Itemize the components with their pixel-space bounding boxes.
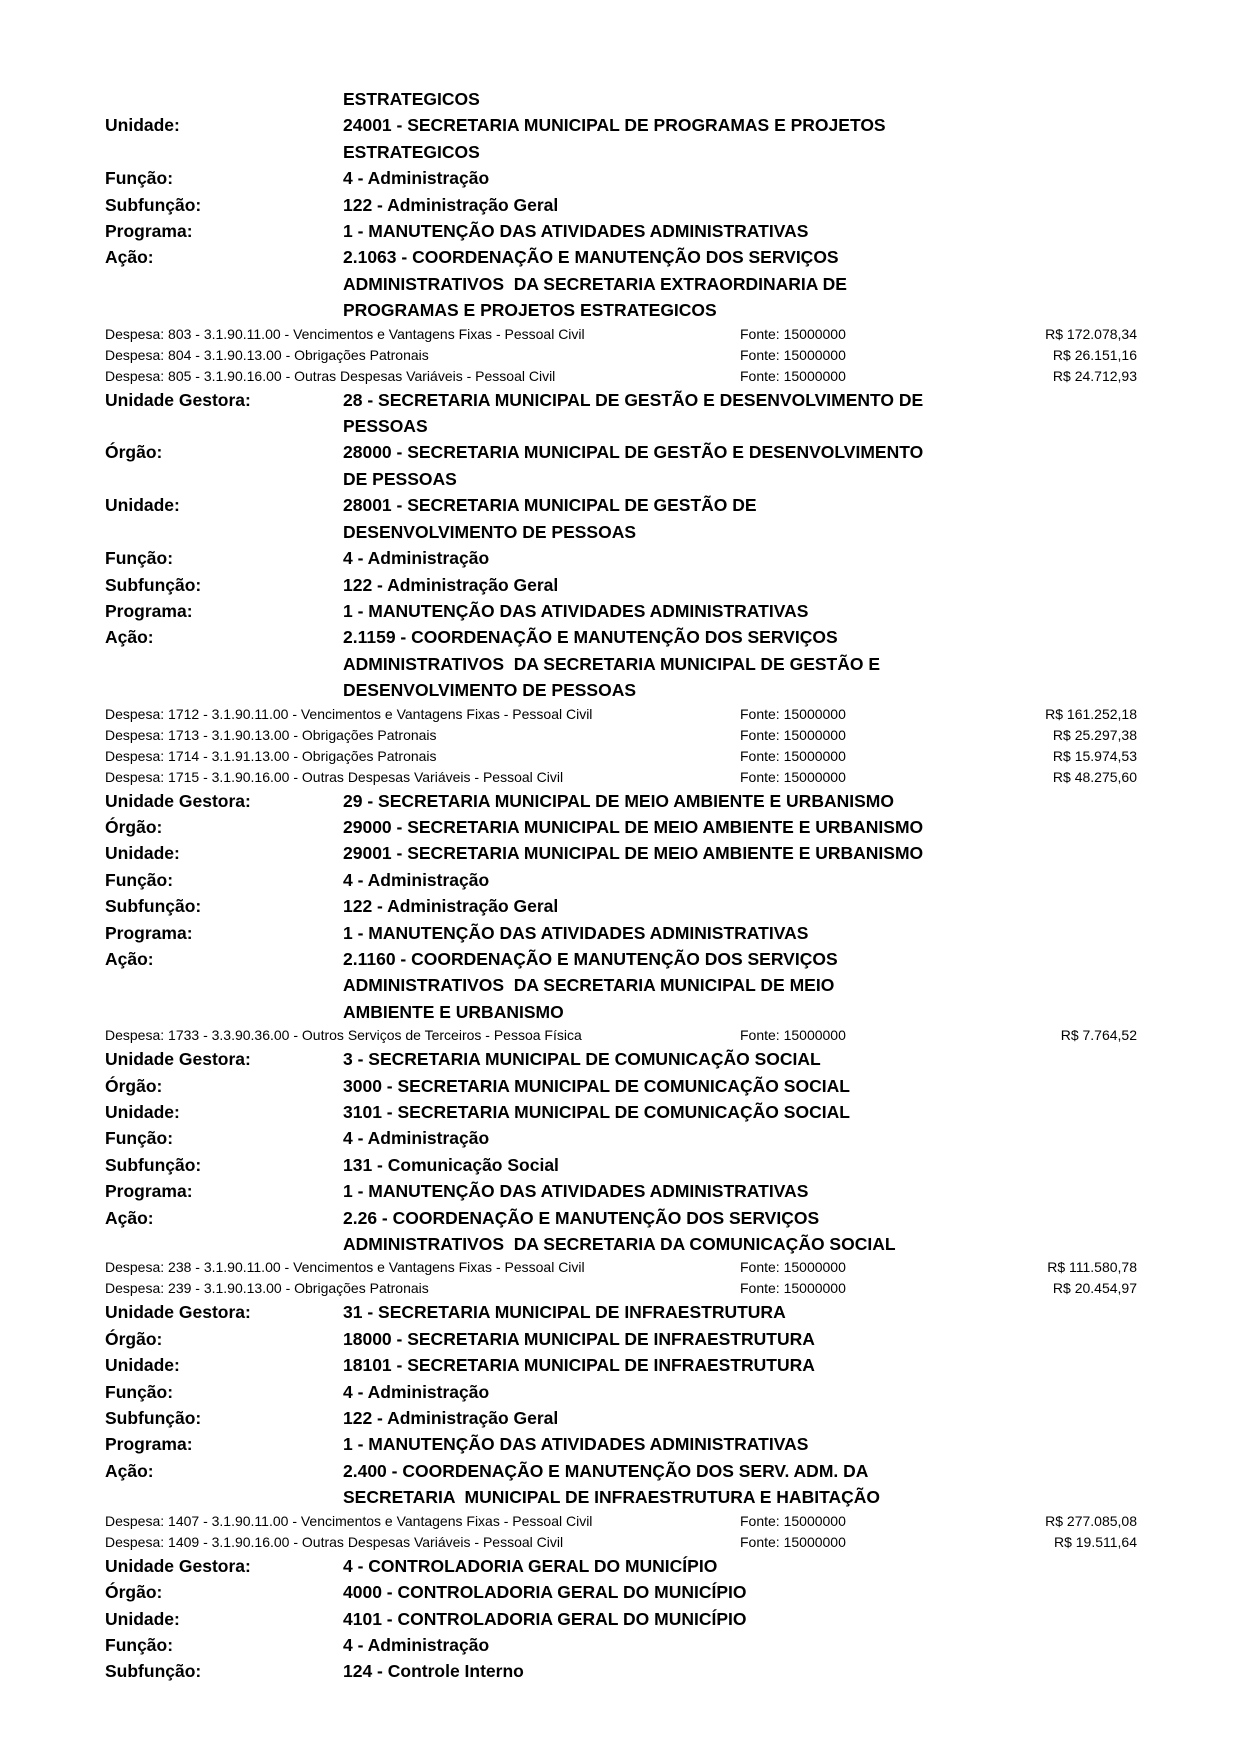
despesa-row — [105, 366, 1137, 387]
field-value-line: 4 - Administração — [343, 869, 490, 890]
field-row — [105, 1405, 1137, 1431]
field-label: Programa: — [105, 1181, 193, 1202]
despesa-description: Despesa: 803 - 3.1.90.11.00 - Vencimentos e Vantagens Fixas - Pessoal Civil — [105, 325, 585, 342]
field-label: Unidade: — [105, 1608, 180, 1629]
despesa-fonte: Fonte: 15000000 — [740, 1259, 846, 1276]
field-value-line: 1 - MANUTENÇÃO DAS ATIVIDADES ADMINISTRATIVAS — [343, 1181, 809, 1202]
field-value — [343, 1099, 1137, 1125]
despesa-fonte: Fonte: 15000000 — [740, 1027, 846, 1044]
despesa-fonte: Fonte: 15000000 — [740, 726, 846, 743]
field-label: Subfunção: — [105, 896, 202, 917]
field-value-line: ADMINISTRATIVOS DA SECRETARIA DA COMUNICAÇÃO SOCIAL — [343, 1234, 896, 1255]
field-value-line: DE PESSOAS — [343, 468, 457, 489]
field-row — [105, 545, 1137, 571]
field-label: Ação: — [105, 1460, 154, 1481]
field-value — [343, 112, 1137, 165]
field-row — [105, 1579, 1137, 1605]
field-value-line: 29 - SECRETARIA MUNICIPAL DE MEIO AMBIENTE E URBANISMO — [343, 790, 894, 811]
field-value-line: 4 - Administração — [343, 168, 490, 189]
field-value-line: AMBIENTE E URBANISMO — [343, 1001, 564, 1022]
field-value-line: 4101 - CONTROLADORIA GERAL DO MUNICÍPIO — [343, 1608, 747, 1629]
field-value-line: 24001 - SECRETARIA MUNICIPAL DE PROGRAMAS E PROJETOS — [343, 115, 886, 136]
field-row — [105, 1606, 1137, 1632]
field-value — [343, 165, 1137, 191]
field-value — [343, 1073, 1137, 1099]
field-label: Unidade: — [105, 495, 180, 516]
field-value — [343, 1352, 1137, 1378]
field-label: Função: — [105, 869, 174, 890]
field-value — [343, 1326, 1137, 1352]
field-row — [105, 1152, 1137, 1178]
field-row — [105, 624, 1137, 703]
despesa-fonte: Fonte: 15000000 — [740, 705, 846, 722]
field-label: Unidade Gestora: — [105, 1555, 251, 1576]
field-value-line: 122 - Administração Geral — [343, 896, 559, 917]
despesa-valor: R$ 48.275,60 — [1052, 768, 1137, 785]
field-label: Ação: — [105, 627, 154, 648]
field-row — [105, 1379, 1137, 1405]
despesa-fonte: Fonte: 15000000 — [740, 346, 846, 363]
field-value — [343, 1178, 1137, 1204]
field-row — [105, 1658, 1137, 1684]
field-label: Órgão: — [105, 442, 163, 463]
field-label: Unidade Gestora: — [105, 389, 251, 410]
field-label: Órgão: — [105, 1328, 163, 1349]
despesa-valor: R$ 25.297,38 — [1052, 726, 1137, 743]
despesa-fonte: Fonte: 15000000 — [740, 1512, 846, 1529]
despesa-valor: R$ 111.580,78 — [1047, 1259, 1137, 1276]
field-value-line: ESTRATEGICOS — [343, 89, 480, 109]
field-value-line: 2.26 - COORDENAÇÃO E MANUTENÇÃO DOS SERVIÇOS — [343, 1207, 820, 1228]
field-label: Ação: — [105, 948, 154, 969]
despesa-row — [105, 1278, 1137, 1299]
field-value-line: 4 - Administração — [343, 1634, 490, 1655]
field-label: Função: — [105, 548, 174, 569]
despesa-fonte: Fonte: 15000000 — [740, 1280, 846, 1297]
despesa-valor: R$ 7.764,52 — [1060, 1027, 1137, 1044]
field-value — [343, 545, 1137, 571]
despesa-row — [105, 725, 1137, 746]
field-value — [343, 1125, 1137, 1151]
field-value — [343, 1205, 1137, 1258]
field-value-line: SECRETARIA MUNICIPAL DE INFRAESTRUTURA E HABITAÇÃO — [343, 1487, 880, 1508]
field-value — [343, 218, 1137, 244]
field-label: Unidade: — [105, 843, 180, 864]
field-value-line: 2.1063 - COORDENAÇÃO E MANUTENÇÃO DOS SERVIÇOS — [343, 247, 839, 268]
field-value — [343, 572, 1137, 598]
field-label: Órgão: — [105, 816, 163, 837]
field-value-line: 122 - Administração Geral — [343, 194, 559, 215]
field-value-line: 2.400 - COORDENAÇÃO E MANUTENÇÃO DOS SERV. ADM. DA — [343, 1460, 869, 1481]
field-value — [343, 439, 1137, 492]
field-value — [343, 1405, 1137, 1431]
field-label: Subfunção: — [105, 194, 202, 215]
field-value — [343, 598, 1137, 624]
field-value-line: 1 - MANUTENÇÃO DAS ATIVIDADES ADMINISTRATIVAS — [343, 221, 809, 242]
field-value — [343, 1632, 1137, 1658]
despesa-description: Despesa: 805 - 3.1.90.16.00 - Outras Despesas Variáveis - Pessoal Civil — [105, 367, 556, 384]
despesa-valor: R$ 172.078,34 — [1045, 325, 1137, 342]
despesa-description: Despesa: 239 - 3.1.90.13.00 - Obrigações Patronais — [105, 1280, 429, 1297]
despesa-fonte: Fonte: 15000000 — [740, 747, 846, 764]
field-value — [343, 387, 1137, 440]
field-value-line: 1 - MANUTENÇÃO DAS ATIVIDADES ADMINISTRATIVAS — [343, 1434, 809, 1455]
despesa-valor: R$ 15.974,53 — [1052, 747, 1137, 764]
field-value-line: 122 - Administração Geral — [343, 574, 559, 595]
field-label: Função: — [105, 1634, 174, 1655]
field-value — [343, 1431, 1137, 1457]
field-label: Unidade Gestora: — [105, 1049, 251, 1070]
despesa-description: Despesa: 1733 - 3.3.90.36.00 - Outros Serviços de Terceiros - Pessoa Física — [105, 1027, 582, 1044]
field-value-line: 28001 - SECRETARIA MUNICIPAL DE GESTÃO DE — [343, 495, 757, 516]
field-row — [105, 840, 1137, 866]
field-label: Função: — [105, 168, 174, 189]
field-row — [105, 218, 1137, 244]
field-label — [105, 86, 343, 112]
field-row — [105, 439, 1137, 492]
field-value — [343, 946, 1137, 1025]
field-value-line: ADMINISTRATIVOS DA SECRETARIA MUNICIPAL DE MEIO — [343, 975, 835, 996]
field-label: Órgão: — [105, 1582, 163, 1603]
field-value-line: 4 - Administração — [343, 548, 490, 569]
field-row — [105, 867, 1137, 893]
field-value-line: 3 - SECRETARIA MUNICIPAL DE COMUNICAÇÃO SOCIAL — [343, 1049, 821, 1070]
field-value-line: DESENVOLVIMENTO DE PESSOAS — [343, 680, 637, 701]
field-label: Unidade: — [105, 115, 180, 136]
field-value — [343, 1658, 1137, 1684]
field-label: Subfunção: — [105, 1154, 202, 1175]
field-value-line: 28 - SECRETARIA MUNICIPAL DE GESTÃO E DESENVOLVIMENTO DE — [343, 389, 924, 410]
field-value-line: 29000 - SECRETARIA MUNICIPAL DE MEIO AMBIENTE E URBANISMO — [343, 816, 924, 837]
field-value-line: 2.1159 - COORDENAÇÃO E MANUTENÇÃO DOS SERVIÇOS — [343, 627, 838, 648]
despesa-row — [105, 1511, 1137, 1532]
despesa-description: Despesa: 1715 - 3.1.90.16.00 - Outras Despesas Variáveis - Pessoal Civil — [105, 768, 564, 785]
field-value-line: 3101 - SECRETARIA MUNICIPAL DE COMUNICAÇÃO SOCIAL — [343, 1102, 850, 1122]
field-value-line: 18101 - SECRETARIA MUNICIPAL DE INFRAESTRUTURA — [343, 1355, 815, 1376]
field-value — [343, 788, 1137, 814]
field-value — [343, 1379, 1137, 1405]
field-value — [343, 920, 1137, 946]
field-row — [105, 192, 1137, 218]
field-value — [343, 1553, 1137, 1579]
despesa-row — [105, 1532, 1137, 1553]
despesa-description: Despesa: 1713 - 3.1.90.13.00 - Obrigações Patronais — [105, 726, 437, 743]
field-value-line: 3000 - SECRETARIA MUNICIPAL DE COMUNICAÇÃO SOCIAL — [343, 1075, 850, 1096]
field-label: Programa: — [105, 922, 193, 943]
field-value-line: 4000 - CONTROLADORIA GERAL DO MUNICÍPIO — [343, 1582, 747, 1603]
field-value-line: 4 - CONTROLADORIA GERAL DO MUNICÍPIO — [343, 1555, 718, 1576]
field-value-line: 29001 - SECRETARIA MUNICIPAL DE MEIO AMBIENTE E URBANISMO — [343, 843, 924, 864]
despesa-valor: R$ 24.712,93 — [1052, 367, 1137, 384]
field-label: Programa: — [105, 600, 193, 621]
field-label: Programa: — [105, 221, 193, 242]
field-value — [343, 840, 1137, 866]
field-row — [105, 788, 1137, 814]
field-label: Subfunção: — [105, 1408, 202, 1429]
field-row — [105, 86, 1137, 112]
despesa-fonte: Fonte: 15000000 — [740, 1533, 846, 1550]
field-value — [343, 1299, 1137, 1325]
despesa-description: Despesa: 1407 - 3.1.90.11.00 - Vencimentos e Vantagens Fixas - Pessoal Civil — [105, 1512, 593, 1529]
field-label: Programa: — [105, 1434, 193, 1455]
field-row — [105, 112, 1137, 165]
despesa-description: Despesa: 238 - 3.1.90.11.00 - Vencimentos e Vantagens Fixas - Pessoal Civil — [105, 1259, 585, 1276]
field-value — [343, 492, 1137, 545]
field-row — [105, 492, 1137, 545]
despesa-fonte: Fonte: 15000000 — [740, 325, 846, 342]
despesa-row — [105, 1025, 1137, 1046]
field-value-line: 28000 - SECRETARIA MUNICIPAL DE GESTÃO E DESENVOLVIMENTO — [343, 442, 924, 463]
field-row — [105, 946, 1137, 1025]
despesa-valor: R$ 19.511,64 — [1053, 1533, 1137, 1550]
field-label: Subfunção: — [105, 1661, 202, 1682]
despesa-valor: R$ 20.454,97 — [1052, 1280, 1137, 1297]
field-row — [105, 1073, 1137, 1099]
field-label: Unidade: — [105, 1102, 180, 1122]
field-row — [105, 1046, 1137, 1072]
field-row — [105, 1178, 1137, 1204]
field-value — [343, 1458, 1137, 1511]
despesa-valor: R$ 26.151,16 — [1052, 346, 1137, 363]
field-value — [343, 244, 1137, 323]
field-value-line: DESENVOLVIMENTO DE PESSOAS — [343, 521, 637, 542]
field-row — [105, 387, 1137, 440]
field-row — [105, 1205, 1137, 1258]
field-value-line: 124 - Controle Interno — [343, 1661, 524, 1682]
despesa-description: Despesa: 1714 - 3.1.91.13.00 - Obrigações Patronais — [105, 747, 437, 764]
field-value-line: 31 - SECRETARIA MUNICIPAL DE INFRAESTRUTURA — [343, 1302, 786, 1323]
field-label: Órgão: — [105, 1075, 163, 1096]
field-value — [343, 86, 1137, 112]
field-label: Unidade Gestora: — [105, 790, 251, 811]
field-value — [343, 814, 1137, 840]
field-value — [343, 1046, 1137, 1072]
field-value-line: PROGRAMAS E PROJETOS ESTRATEGICOS — [343, 300, 717, 321]
field-value — [343, 893, 1137, 919]
field-row — [105, 1458, 1137, 1511]
field-row — [105, 1326, 1137, 1352]
field-row — [105, 244, 1137, 323]
field-value-line: 131 - Comunicação Social — [343, 1154, 559, 1175]
despesa-valor: R$ 277.085,08 — [1045, 1512, 1137, 1529]
field-row — [105, 920, 1137, 946]
field-value — [343, 867, 1137, 893]
field-value-line: 122 - Administração Geral — [343, 1408, 559, 1429]
field-row — [105, 814, 1137, 840]
despesa-description: Despesa: 804 - 3.1.90.13.00 - Obrigações Patronais — [105, 346, 429, 363]
field-label: Função: — [105, 1381, 174, 1402]
budget-detail-rows — [105, 86, 1137, 1685]
field-label: Ação: — [105, 247, 154, 268]
field-value-line: ADMINISTRATIVOS DA SECRETARIA EXTRAORDINARIA DE — [343, 273, 847, 294]
field-row — [105, 572, 1137, 598]
field-value — [343, 1152, 1137, 1178]
field-value — [343, 1606, 1137, 1632]
field-row — [105, 1352, 1137, 1378]
field-label: Função: — [105, 1128, 174, 1149]
field-row — [105, 1299, 1137, 1325]
field-value-line: 4 - Administração — [343, 1128, 490, 1149]
despesa-row — [105, 345, 1137, 366]
field-value-line: 2.1160 - COORDENAÇÃO E MANUTENÇÃO DOS SERVIÇOS — [343, 948, 838, 969]
field-row — [105, 1099, 1137, 1125]
field-value-line: 1 - MANUTENÇÃO DAS ATIVIDADES ADMINISTRATIVAS — [343, 600, 809, 621]
field-value — [343, 624, 1137, 703]
field-label: Unidade: — [105, 1355, 180, 1376]
field-row — [105, 598, 1137, 624]
despesa-fonte: Fonte: 15000000 — [740, 768, 846, 785]
despesa-row — [105, 746, 1137, 767]
field-value-line: ESTRATEGICOS — [343, 141, 480, 162]
field-label: Ação: — [105, 1207, 154, 1228]
field-row — [105, 165, 1137, 191]
despesa-description: Despesa: 1409 - 3.1.90.16.00 - Outras Despesas Variáveis - Pessoal Civil — [105, 1533, 564, 1550]
field-value — [343, 1579, 1137, 1605]
despesa-row — [105, 1257, 1137, 1278]
field-row — [105, 1632, 1137, 1658]
despesa-fonte: Fonte: 15000000 — [740, 367, 846, 384]
field-value-line: 1 - MANUTENÇÃO DAS ATIVIDADES ADMINISTRATIVAS — [343, 922, 809, 943]
despesa-row — [105, 324, 1137, 345]
field-value-line: PESSOAS — [343, 416, 428, 437]
field-value-line: 18000 - SECRETARIA MUNICIPAL DE INFRAESTRUTURA — [343, 1328, 815, 1349]
field-value-line: ADMINISTRATIVOS DA SECRETARIA MUNICIPAL DE GESTÃO E — [343, 653, 881, 674]
field-row — [105, 1125, 1137, 1151]
field-value — [343, 192, 1137, 218]
despesa-row — [105, 767, 1137, 788]
field-label: Unidade Gestora: — [105, 1302, 251, 1323]
field-value-line: 4 - Administração — [343, 1381, 490, 1402]
field-row — [105, 1553, 1137, 1579]
field-row — [105, 1431, 1137, 1457]
despesa-row — [105, 704, 1137, 725]
despesa-valor: R$ 161.252,18 — [1045, 705, 1137, 722]
field-label: Subfunção: — [105, 574, 202, 595]
field-row — [105, 893, 1137, 919]
despesa-description: Despesa: 1712 - 3.1.90.11.00 - Vencimentos e Vantagens Fixas - Pessoal Civil — [105, 705, 593, 722]
